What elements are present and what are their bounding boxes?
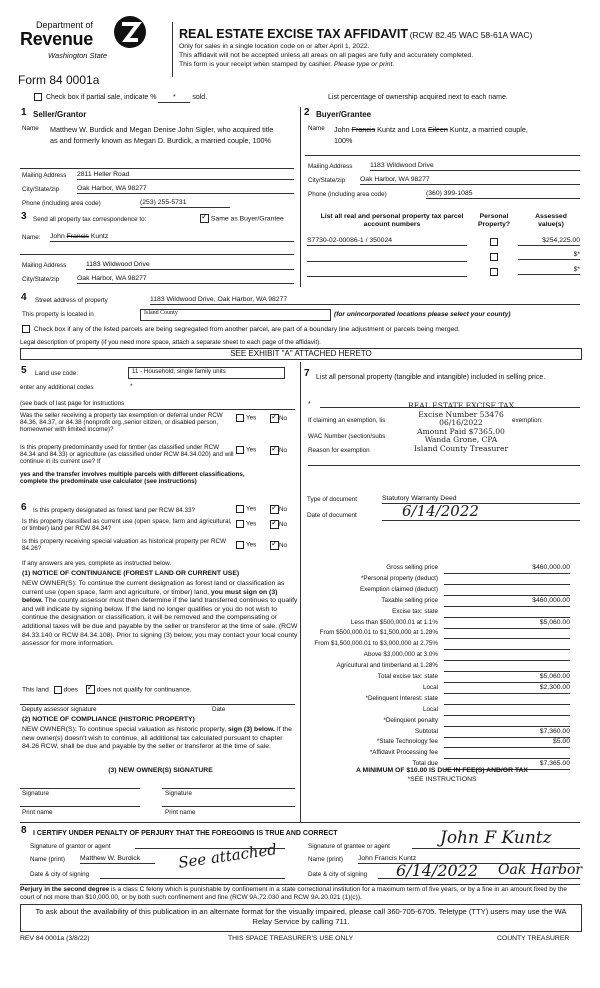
seller-city-label: City/State/zip (22, 186, 60, 193)
buyer-name-line (305, 155, 580, 156)
s6-q2-no-checkbox[interactable] (270, 520, 279, 529)
dor-line2: Revenue (20, 29, 93, 49)
s8-grantor-date-line (100, 878, 285, 879)
tax-row-value[interactable] (444, 629, 570, 639)
parcel-col-header: List all real and personal property tax parcel account numbers (320, 213, 464, 228)
s6-q2-yes (236, 520, 256, 528)
s6-q2-yes-checkbox[interactable] (236, 520, 244, 528)
s6-notice2-b: sign (3) below. (228, 726, 275, 733)
s6-this-land-row (22, 685, 192, 694)
perjury-text (20, 886, 582, 902)
land-use-label: Land use code: (35, 370, 79, 377)
yes-label: Yes (246, 446, 257, 454)
stamp-line-3: 06/16/2022 (439, 418, 483, 428)
tax-row (296, 586, 578, 596)
located-select[interactable]: Island County (140, 309, 331, 321)
seller-city-value[interactable]: Oak Harbor, WA 98277 (77, 185, 294, 194)
land-use-q2-no-checkbox[interactable] (270, 446, 279, 455)
tax-row-label: Local (422, 683, 438, 691)
page-title-ref: (RCW 82.45 WAC 58-61A WAC) (409, 30, 533, 40)
doc-type-value[interactable]: Statutory Warranty Deed (382, 495, 580, 504)
legal-label: Legal description of property (if you need more space, attach a separate sheet to each page of the affidavit). (20, 339, 321, 346)
segregation-checkbox[interactable] (22, 325, 30, 333)
no-label: No (279, 506, 288, 514)
dor-line1: Department of (36, 20, 94, 30)
seller-phone-label: Phone (including area code) (22, 200, 101, 207)
seller-name-line (20, 168, 294, 169)
parcel-personal-checkbox-2[interactable] (490, 253, 498, 261)
partial-sale-checkbox[interactable] (34, 93, 42, 101)
stamp-line-1: REAL ESTATE EXCISE TAX (407, 401, 514, 410)
s6-print-line-1 (20, 806, 140, 807)
corr-name-b: Kuntz (90, 233, 109, 240)
corr-same-checkbox[interactable] (200, 214, 209, 223)
buyer-name-label: Name (308, 125, 325, 132)
stamp-line-6: Island County Treasurer (413, 443, 509, 453)
s6-deputy: Deputy assessor signature (22, 706, 97, 713)
tax-see-instr: *SEE INSTRUCTIONS (407, 776, 477, 783)
tax-row-label: Gross selling price (386, 564, 438, 571)
corr-city-label: City/State/zip (22, 276, 60, 283)
assessed-col-header: Assessed value(s) (535, 213, 567, 228)
located-note: (for unincorporated locations please select your county) (334, 311, 511, 318)
corr-name-value[interactable] (50, 233, 294, 242)
tax-row-value[interactable]: $7,360.00 (444, 728, 570, 738)
buyer-name-struck-b: Eileen (427, 125, 448, 134)
county-treasurer: COUNTY TREASURER (497, 935, 570, 942)
land-use-q2-yes-checkbox[interactable] (236, 446, 244, 454)
perjury-body: is a class C felony which is punishable by confinement in a state correctional institution for a maximum term of five years, or by a fine in an amount fixed by the court of not more than $10,000.00, or by both such confinement and fine (RCW 9A.72.030 and RCW 9A.20.021 (1)(c)). (20, 886, 567, 901)
s8-top-line (20, 822, 580, 823)
s8-cert: I CERTIFY UNDER PENALTY OF PERJURY THAT THE FOREGOING IS TRUE AND CORRECT (33, 830, 338, 837)
land-use-see-back: (see back of last page for instructions (20, 400, 125, 407)
s6-sig-line-2 (162, 788, 295, 789)
s6-notice1-c: The county assessor must then determine if the land transferred continues to qualify and will indicate by signing below. If the land no longer qualifies or you do not wish to continue the designation or classification, it will be removed and the compensating or additional taxes will be due and payable by the seller or transferor at the time of sale. (RCW 84.33.140 or RCW 84.34.108). Prior to signing (3) below, you may contact your local county assessor for more information. (22, 597, 298, 648)
s6-intro: If any answers are yes, complete as instructed below. (22, 560, 172, 567)
perjury-bold: Perjury in the second degree (20, 886, 110, 893)
corr-text: Send all property tax correspondence to: (33, 216, 147, 223)
s8-grantee-name[interactable]: John Francis Kuntz (358, 855, 580, 864)
yes-label: Yes (246, 414, 257, 422)
s6-notice2-head: (2) NOTICE OF COMPLIANCE (HISTORIC PROPERTY) (22, 716, 195, 723)
land-use-q1-no (270, 414, 287, 423)
tax-row-value[interactable]: $7,365.00 (444, 760, 570, 770)
s7-text: List all personal property (tangible and intangible) included in selling price. (316, 374, 546, 381)
seller-heading: Seller/Grantor (33, 110, 87, 119)
tax-row-value[interactable]: $5.00 (444, 738, 570, 748)
tax-row-value[interactable] (444, 640, 570, 650)
s6-notice2-a: NEW OWNER(S): To continue special valuation as historic property, (22, 726, 227, 733)
tax-row-label: Taxable selling price (381, 596, 438, 604)
tax-row (296, 717, 578, 727)
land-use-q2-yes (236, 446, 256, 454)
s8-grantor-name[interactable]: Matthew W. Burdick (80, 855, 155, 864)
segregation-label: Check box if any of the listed parcels are being segregated from another parcel, are part of a boundary line adjustment or parcels being merged. (33, 325, 460, 333)
tax-row (296, 619, 578, 629)
land-use-num: 5 (21, 365, 27, 376)
corr-same-row (200, 214, 284, 223)
tax-row-label: *State Technology fee (376, 738, 438, 746)
legal-value[interactable]: SEE EXHIBIT "A" ATTACHED HERETO (20, 348, 582, 360)
s7-claim: If claiming an exemption, lis (308, 417, 386, 424)
tax-row-value[interactable] (444, 608, 570, 618)
s6-notice1-a: NEW OWNER(S): To continue the current designation as forest land or classification as current use (open space, farm and agriculture, or timber) land, (22, 580, 285, 596)
buyer-name-value[interactable] (334, 124, 584, 146)
tax-row (296, 629, 578, 639)
tax-row-value[interactable] (444, 717, 570, 727)
tax-row (296, 564, 578, 574)
s6-q3-no-checkbox[interactable] (270, 541, 279, 550)
s6-this-land: This land (22, 686, 49, 694)
seller-mailing-value[interactable]: 2811 Heller Road (77, 171, 294, 180)
s6-deputy-line (20, 704, 295, 705)
tax-row (296, 738, 578, 748)
tax-row-label: *Delinquent penalty (383, 716, 438, 724)
partial-sale-value[interactable]: * (158, 94, 190, 103)
corr-mailing-label: Mailing Address (22, 262, 67, 269)
parcel-value-2[interactable]: $* (518, 251, 580, 260)
tax-row (296, 640, 578, 650)
land-use-q2: Is this property predominantly used for timber (as classified under RCW 84.34 and 84.33) or agriculture (as classified under RCW 84.34.020) and will continue in its current use? If (20, 444, 234, 466)
s6-q3-no (270, 541, 287, 550)
s6-signature-2: Signature (165, 790, 192, 797)
stamp-line-5: Wanda Grone, CPA (424, 435, 498, 445)
header-sub3-row (179, 61, 394, 69)
tax-row-label: *Delinquent Interest: state (365, 694, 438, 702)
tax-row-label: Excise tax: state (392, 607, 438, 615)
personal-prop-col-header: Personal Property? (477, 213, 511, 228)
buyer-city-value[interactable]: Oak Harbor, WA 98277 (360, 176, 580, 185)
tax-row-value[interactable] (444, 575, 570, 585)
seller-num: 1 (21, 107, 27, 118)
s7-num: 7 (304, 368, 310, 379)
no-label: No (279, 447, 288, 455)
tax-row-value[interactable] (444, 749, 570, 759)
s6-not-qualify: does not qualify for continuance. (96, 686, 192, 694)
stamp-line-2: Excise Number 53476 (418, 409, 504, 419)
s8-date-city-label: Date & city of signing (30, 871, 90, 878)
s6-q1-yes-checkbox[interactable] (236, 505, 244, 513)
s8-sig-grantor-label: Signature of grantor or agent (30, 843, 111, 850)
tax-row-label: Subtotal (414, 727, 438, 735)
buyer-name-d: 100% (334, 136, 353, 145)
s6-q1-no-checkbox[interactable] (270, 505, 279, 514)
tax-row-value[interactable]: $460,000.00 (444, 597, 570, 607)
tax-row (296, 695, 578, 705)
tax-row-value[interactable]: $2,300.00 (444, 684, 570, 694)
land-use-q2b: yes and the transfer involves multiple parcels with different classifications, complete the predominate use calculator (see instructions) (20, 471, 245, 486)
yes-label: Yes (246, 520, 257, 528)
s8-date-city-label-2: Date & city of signing (308, 871, 368, 878)
header-sub3: This form is your receipt when stamped by cashier. (179, 61, 332, 68)
land-use-q1-no-checkbox[interactable] (270, 414, 279, 423)
footer-top-line (20, 884, 580, 885)
s8-grantor-signature[interactable]: See attached (177, 840, 278, 872)
tax-row (296, 608, 578, 618)
s6-print-1: Print name (22, 809, 53, 816)
s6-print-2: Print name (165, 809, 196, 816)
header-divider (172, 22, 173, 77)
buyer-name-a: John (334, 125, 350, 134)
buyer-mailing-value[interactable]: 1183 Wildwood Drive (370, 162, 580, 171)
tax-row (296, 651, 578, 661)
buyer-phone-value[interactable]: (360) 399-1085 (426, 190, 580, 199)
tax-row-label: *Affidavit Processing fee (369, 749, 438, 757)
corr-mailing-value[interactable]: 1183 Wildwood Drive (86, 261, 294, 270)
parcel-personal-checkbox-3[interactable] (490, 268, 498, 276)
street-value[interactable]: 1183 Wildwood Drive, Oak Harbor, WA 98277 (150, 296, 580, 305)
tax-row-label: From $500,000.01 to $1,500,000 at 1.28% (319, 629, 438, 637)
buyer-num: 2 (304, 107, 310, 118)
yes-label: Yes (246, 505, 257, 513)
dor-logo (18, 8, 178, 68)
corr-city-value[interactable]: Oak Harbor, WA 98277 (77, 275, 294, 284)
s6-notice1 (22, 580, 299, 649)
corr-blank-line (20, 254, 294, 255)
seller-name-label: Name (22, 125, 39, 132)
treasurer-stamp (398, 402, 524, 454)
tax-row-value[interactable] (444, 706, 570, 716)
s6-sig-head: (3) NEW OWNER(S) SIGNATURE (108, 767, 213, 774)
land-use-additional-val[interactable]: * (130, 383, 133, 390)
s8-name-print-label: Name (print) (30, 856, 65, 863)
seller-phone-value[interactable]: (253) 255-5731 (140, 199, 230, 208)
tax-row-label: From $1,500,000.01 to $3,000,000 at 2.75% (314, 640, 438, 648)
s7-reason: Reason for exemption (308, 447, 370, 454)
corr-num: 3 (21, 211, 27, 222)
header-sub1: Only for sales in a single location code on or after April 1, 2022. (179, 43, 370, 50)
tax-row (296, 749, 578, 759)
tax-row (296, 684, 578, 694)
s8-grantee-city[interactable]: Oak Harbor (498, 862, 583, 878)
ownership-note: List percentage of ownership acquired next to each name. (328, 94, 508, 101)
s6-q3: Is this property receiving special valuation as historical property per RCW 84.26? (22, 538, 227, 553)
tax-row (296, 575, 578, 585)
parcel-value-3[interactable]: $* (518, 266, 580, 275)
s6-notice2 (22, 726, 299, 752)
parcel-value-1[interactable]: $254,225.00 (518, 237, 580, 246)
parcel-acct-1[interactable]: S7730-02-00086-1 / 350024 (307, 237, 467, 246)
corr-name-struck: Francis (66, 233, 89, 240)
s6-notice2-c: If the new owner(s) doesn't wish to continue, all additional tax calculated pursuant to chapter 84.26 RCW, shall be due and payable by the seller or transferor at the time of sale. (22, 726, 292, 751)
corr-same-label: Same as Buyer/Grantee (210, 215, 284, 223)
tax-row-label: Less than $500,000.01 at 1.1% (350, 618, 438, 626)
land-use-q1-yes-checkbox[interactable] (236, 414, 244, 422)
tax-row (296, 728, 578, 738)
tax-row-label: *Personal property (deduct) (360, 574, 438, 582)
no-label: No (279, 521, 288, 529)
seller-mailing-label: Mailing Address (22, 172, 67, 179)
street-label: Street address of property (35, 297, 108, 304)
located-label: This property is located in (22, 311, 94, 318)
doc-date-value[interactable]: 6/14/2022 (382, 503, 580, 521)
parcel-acct-3[interactable] (307, 267, 467, 277)
form-number: Form 84 0001a (18, 73, 100, 87)
dor-mark-icon (112, 14, 148, 50)
header-sub3b: Please type or print. (333, 61, 395, 68)
no-label: No (279, 415, 288, 423)
corr-name-label: Name: (22, 234, 41, 241)
tax-row-label: Total excise tax: state (377, 673, 438, 680)
s7-line-2 (308, 465, 580, 466)
doc-type-label: Type of document (307, 496, 358, 503)
corr-name-a: John (50, 233, 65, 240)
s6-q1-no (270, 505, 287, 514)
seller-name-value[interactable]: Matthew W. Burdick and Megan Denise John Sigler, who acquired title as and formerly known as Megan D. Burdick, a married couple, 100% (50, 125, 274, 145)
page-title: REAL ESTATE EXCISE TAX AFFIDAVIT (179, 27, 408, 41)
tax-row-value[interactable] (444, 586, 570, 596)
tax-row (296, 597, 578, 607)
yes-label: Yes (246, 541, 257, 549)
buyer-city-label: City/State/zip (308, 177, 346, 184)
tax-row-value[interactable]: $460,000.00 (444, 564, 570, 574)
s6-q2: Is this property classified as current use (open space, farm and agricultural, or timber) land per RCW 84.34? (22, 518, 232, 533)
s8-sig-grantee-label: Signature of grantee or agent (308, 843, 390, 850)
s6-signature-1: Signature (22, 790, 49, 797)
s6-sig-line-1 (20, 788, 140, 789)
tax-row (296, 662, 578, 672)
land-use-additional: enter any additional codes (20, 384, 94, 391)
page-title-row (179, 27, 532, 41)
tax-row-label: Local (422, 705, 438, 713)
tax-minimum: A MINIMUM OF $10.00 IS DUE IN FEE(S) AND/OR TAX (356, 767, 528, 774)
s6-print-line-2 (162, 806, 295, 807)
buyer-phone-label: Phone (including area code) (308, 191, 387, 198)
buyer-name-struck-a: Francis (351, 125, 376, 134)
s6-notice1-head: (1) NOTICE OF CONTINUANCE (FOREST LAND OR CURRENT USE) (22, 570, 240, 577)
tax-row-label: Agricultural and timberland at 1.28% (336, 662, 438, 670)
dor-line3: Washington State (48, 51, 108, 60)
tax-row-value[interactable] (444, 662, 570, 672)
tax-row-label: Above $3,000,000 at 3.0% (363, 651, 438, 659)
parcel-acct-2[interactable] (307, 252, 467, 262)
treasurer-use-only: THIS SPACE TREASURER'S USE ONLY (228, 935, 354, 942)
land-use-q1: Was the seller receiving a property tax exemption or deferral under RCW 84.36, 84.37, or 84.38 (nonprofit org.,senior citizen, or disabled person, homeowner with limited income)? (20, 412, 223, 434)
doc-date-label: Date of document (307, 512, 357, 519)
parcel-personal-checkbox-1[interactable] (490, 238, 498, 246)
s6-q1-yes (236, 505, 256, 513)
s6-q1: Is this property designated as forest land per RCW 84.33? (33, 507, 196, 514)
tax-row-value[interactable]: $5,060.00 (444, 673, 570, 683)
s8-num: 8 (21, 825, 27, 836)
s6-not-qualify-checkbox[interactable] (86, 685, 95, 694)
partial-sale-label: Check box if partial sale, indicate % (45, 93, 157, 101)
buyer-mailing-label: Mailing Address (308, 163, 353, 170)
tax-row-label: Total due (412, 760, 438, 768)
s6-q3-yes (236, 541, 256, 549)
buyer-heading: Buyer/Grantee (316, 110, 372, 119)
s6-notice1-b: you must sign on (3) below. (22, 588, 278, 605)
street-num: 4 (21, 292, 27, 303)
tax-row-value[interactable] (444, 651, 570, 661)
s7-wac: WAC Number (section/subs (308, 433, 386, 440)
partial-sale-row (34, 93, 207, 103)
tax-row (296, 673, 578, 683)
header-sub2: This affidavit will not be accepted unless all areas on all pages are fully and accurately completed. (179, 52, 474, 59)
tax-row (296, 706, 578, 716)
stamp-line-4: Amount Paid $7365.00 (417, 426, 505, 436)
s6-q2-no (270, 520, 287, 529)
column-divider (300, 107, 301, 287)
s8-name-print-label-2: Name (print) (308, 856, 343, 863)
buyer-name-b: Kuntz and Lora (377, 125, 426, 134)
no-label: No (279, 542, 288, 550)
s6-does: does (63, 686, 78, 694)
s7-exemption: exemption: (512, 417, 543, 424)
s8-grantee-signature[interactable]: John F Kuntz (440, 828, 552, 848)
s6-does-checkbox[interactable] (54, 686, 62, 694)
partial-sale-end: sold. (192, 93, 208, 101)
land-use-select[interactable]: 11 - Household, single family units (128, 367, 285, 379)
rev-code: REV 84 0001a (3/8/22) (20, 935, 90, 942)
land-use-q2-no (270, 446, 287, 455)
s6-num: 6 (21, 502, 27, 513)
s6-q3-yes-checkbox[interactable] (236, 541, 244, 549)
buyer-name-c: Kuntz, a married couple, (449, 125, 528, 134)
s8-grantee-date[interactable]: 6/14/2022 (396, 861, 479, 880)
accessibility-box: To ask about the availability of this publication in an alternate format for the visually impaired, please call 360-705-6705. Teletype (TTY) users may use the WA Relay Service by calling 711. (20, 904, 582, 932)
land-use-q1-yes (236, 414, 256, 422)
tax-row-value[interactable] (444, 695, 570, 705)
s6-date: Date (212, 706, 226, 713)
land-use-line (20, 409, 295, 410)
tax-row-value[interactable]: $5,060.00 (444, 619, 570, 629)
s7-star: * (308, 401, 311, 408)
tax-row-label: Exemption claimed (deduct) (359, 585, 438, 593)
segregation-row (22, 325, 460, 333)
